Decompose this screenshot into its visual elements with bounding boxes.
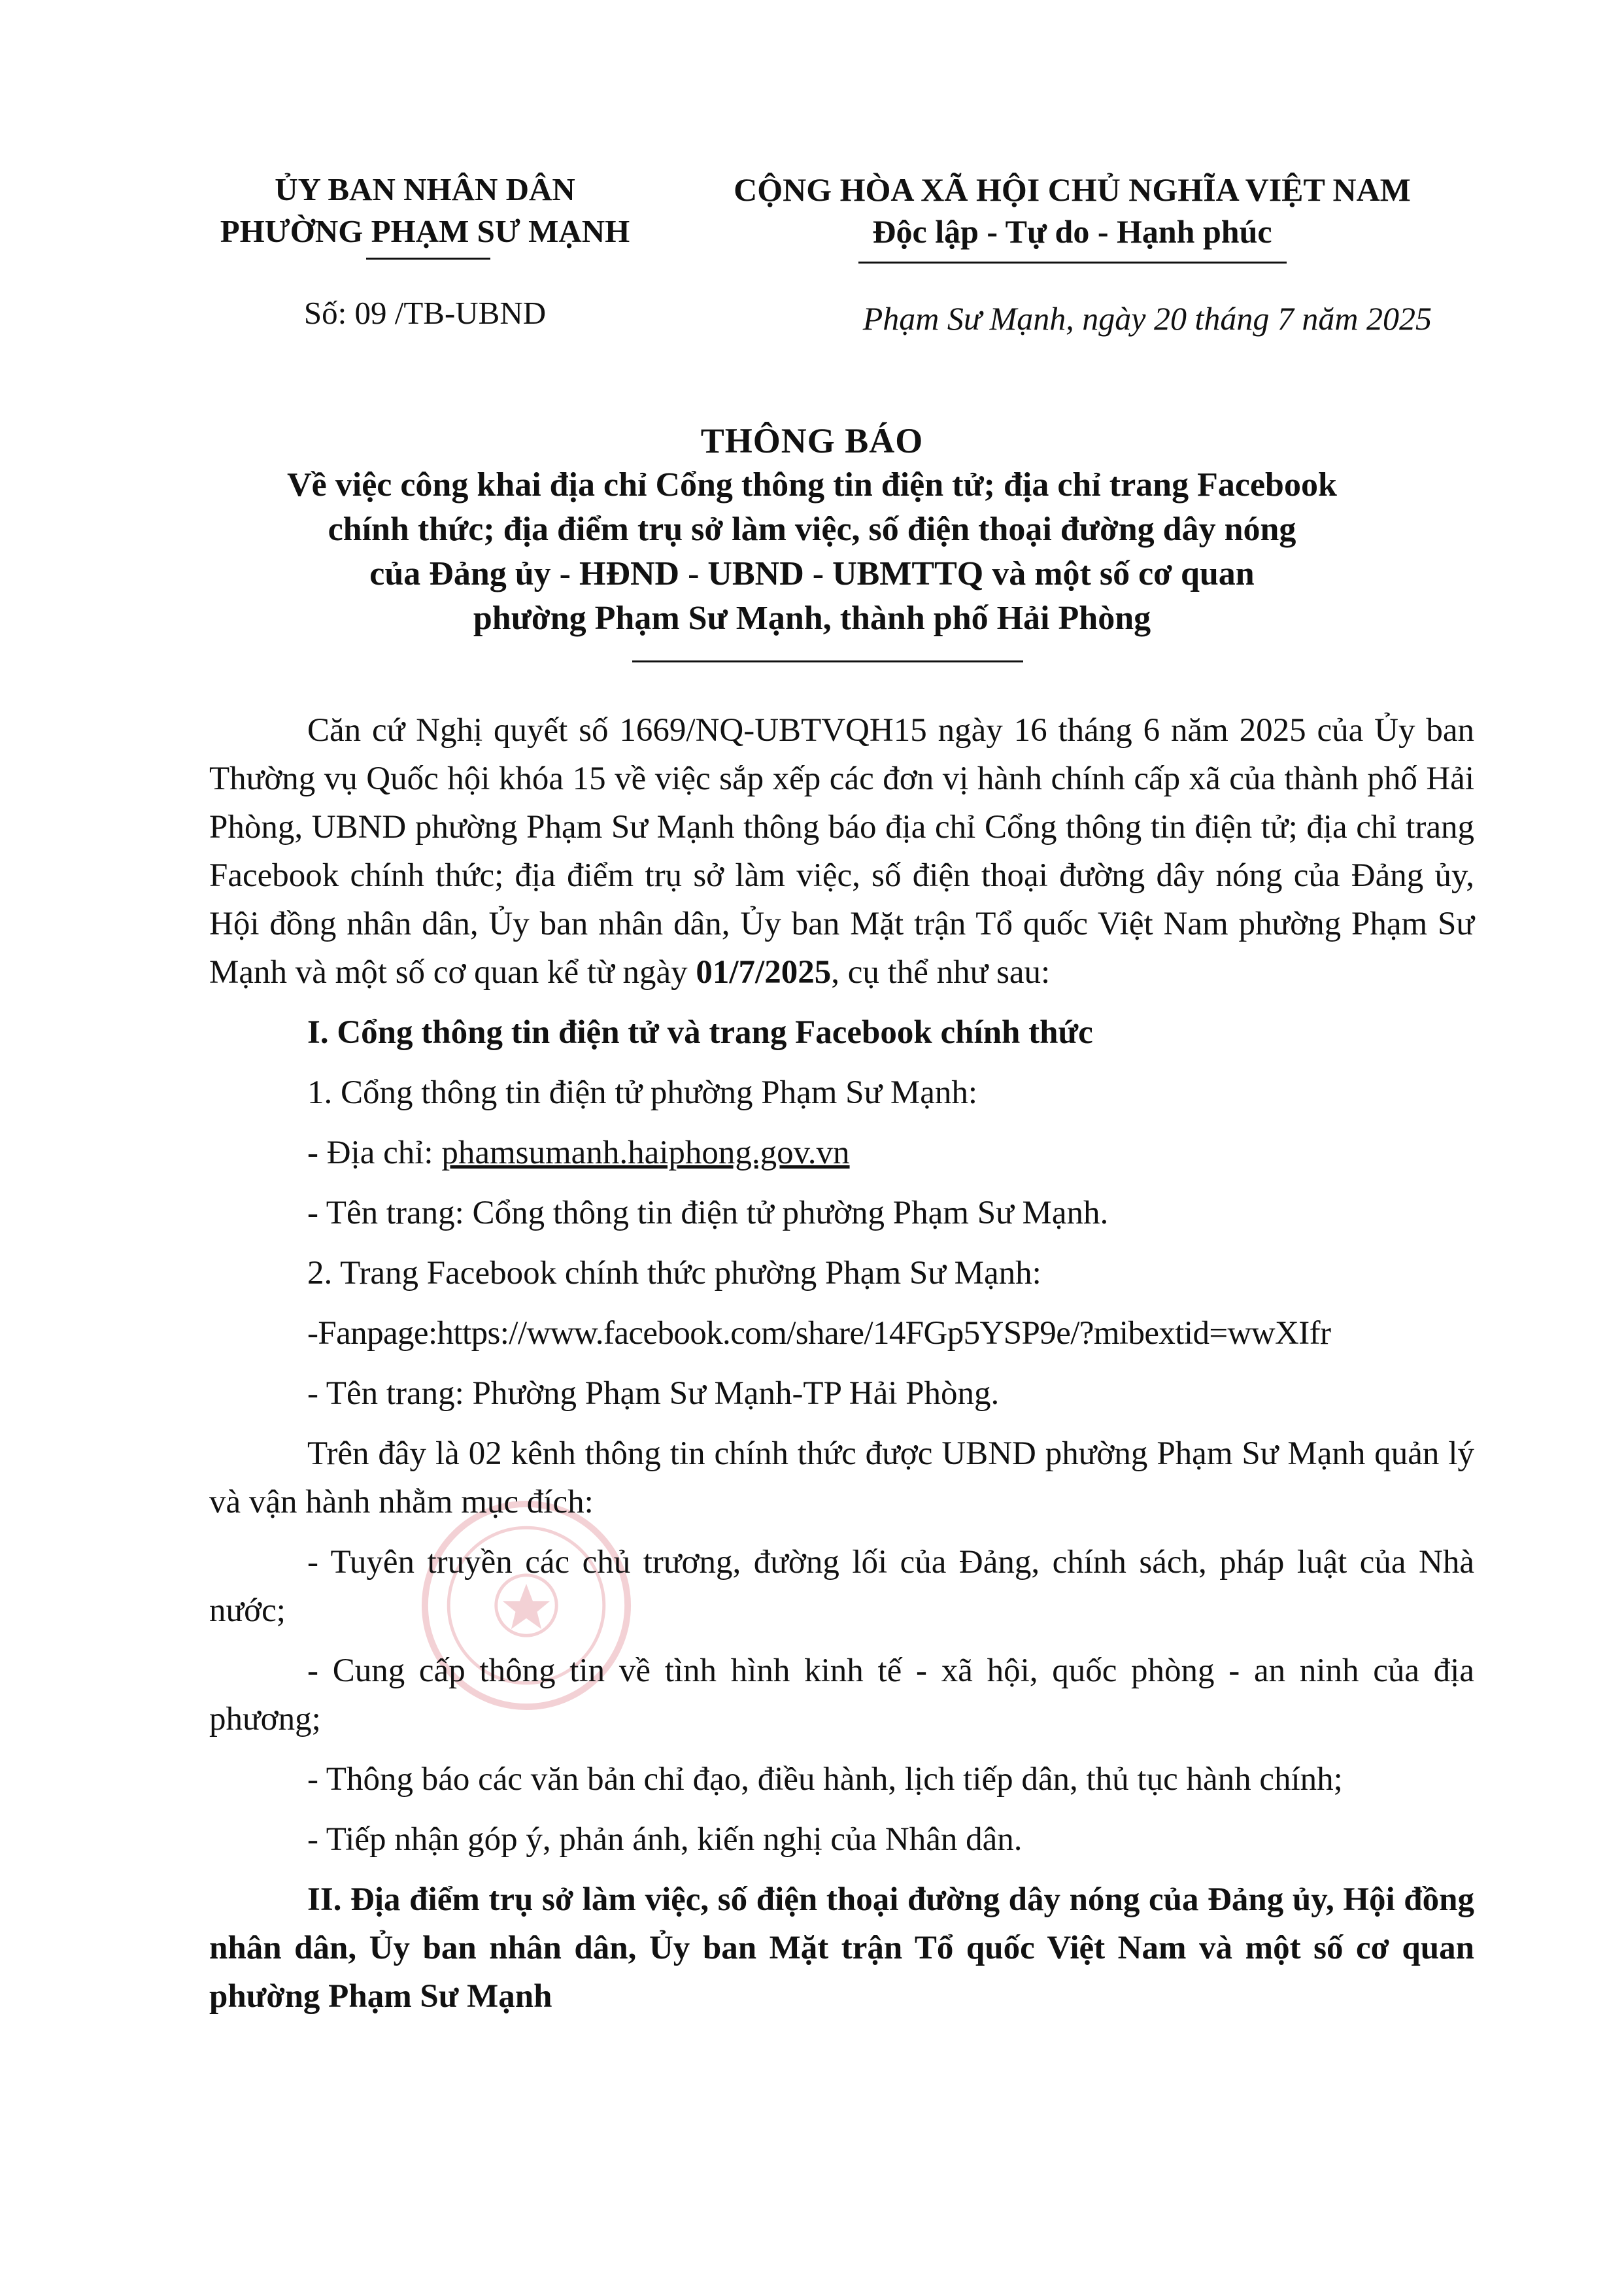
agency-line-1: ỦY BAN NHÂN DÂN bbox=[275, 171, 575, 207]
document-title bbox=[177, 419, 1447, 641]
motto-underline bbox=[858, 262, 1287, 264]
place-and-date: Phạm Sư Mạnh, ngày 20 tháng 7 năm 2025 bbox=[862, 300, 1432, 337]
intro-end: , cụ thể như sau: bbox=[831, 954, 1051, 991]
document-body bbox=[209, 706, 1474, 2021]
issuing-agency bbox=[177, 169, 673, 252]
purpose-item-2: - Cung cấp thông tin về tình hình kinh tế - xã hội, quốc phòng - an ninh của địa phương; bbox=[209, 1652, 1474, 1737]
item-1-address bbox=[209, 1129, 1474, 1177]
effective-date: 01/7/2025 bbox=[696, 954, 832, 991]
agency-line-2: PHƯỜNG PHẠM SƯ MẠNH bbox=[220, 213, 630, 249]
facebook-fanpage-link[interactable]: -Fanpage:https://www.facebook.com/share/14FGp5YSP9e/?mibextid=wwXIfr bbox=[307, 1315, 1331, 1352]
title-underline bbox=[632, 660, 1023, 662]
section-1-heading: I. Cổng thông tin điện tử và trang Facebook chính thức bbox=[307, 1014, 1093, 1051]
title-sub-1: Về việc công khai địa chỉ Cổng thông tin điện tử; địa chỉ trang Facebook bbox=[287, 466, 1337, 504]
item-1-page-name: - Tên trang: Cổng thông tin điện tử phường Phạm Sư Mạnh. bbox=[307, 1195, 1109, 1231]
nation-line-1: CỘNG HÒA XÃ HỘI CHỦ NGHĨA VIỆT NAM bbox=[734, 171, 1411, 208]
agency-underline bbox=[366, 258, 490, 260]
item-1-address-label: - Địa chỉ: bbox=[307, 1135, 442, 1171]
nation-line-2: Độc lập - Tự do - Hạnh phúc bbox=[872, 213, 1272, 250]
document-number: Số: 09 /TB-UBND bbox=[303, 295, 547, 331]
item-2-page-name: - Tên trang: Phường Phạm Sư Mạnh-TP Hải Phòng. bbox=[307, 1375, 1000, 1412]
title-sub-4: phường Phạm Sư Mạnh, thành phố Hải Phòng bbox=[473, 600, 1151, 637]
purpose-item-3: - Thông báo các văn bản chỉ đạo, điều hành, lịch tiếp dân, thủ tục hành chính; bbox=[307, 1761, 1343, 1798]
title-sub-2: chính thức; địa điểm trụ sở làm việc, số điện thoại đường dây nóng bbox=[328, 511, 1296, 548]
portal-url-link[interactable]: phamsumanh.haiphong.gov.vn bbox=[441, 1135, 850, 1171]
national-motto bbox=[686, 169, 1458, 252]
intro-paragraph bbox=[209, 706, 1474, 997]
purpose-intro: Trên đây là 02 kênh thông tin chính thức được UBND phường Phạm Sư Mạnh quản lý và vận hành nhằm mục đích: bbox=[209, 1435, 1474, 1520]
item-1-heading: 1. Cổng thông tin điện tử phường Phạm Sư Mạnh: bbox=[307, 1074, 978, 1111]
purpose-item-4: - Tiếp nhận góp ý, phản ánh, kiến nghị của Nhân dân. bbox=[307, 1821, 1023, 1858]
purpose-item-1: - Tuyên truyền các chủ trương, đường lối của Đảng, chính sách, pháp luật của Nhà nước; bbox=[209, 1544, 1474, 1629]
intro-text: Căn cứ Nghị quyết số 1669/NQ-UBTVQH15 ngày 16 tháng 6 năm 2025 của Ủy ban Thường vụ Quốc hội khóa 15 về việc sắp xếp các đơn vị hành chính cấp xã của thành phố Hải Phòng, UBND phường Phạm Sư Mạnh thông báo địa chỉ Cổng thông tin điện tử; địa chỉ trang Facebook chính thức; địa điểm trụ sở làm việc, số điện thoại đường dây nóng của Đảng ủy, Hội đồng nhân dân, Ủy ban nhân dân, Ủy ban Mặt trận Tổ quốc Việt Nam phường Phạm Sư Mạnh và một số cơ quan kể từ ngày bbox=[209, 712, 1474, 991]
section-2-heading: II. Địa điểm trụ sở làm việc, số điện thoại đường dây nóng của Đảng ủy, Hội đồng nhân dân, Ủy ban nhân dân, Ủy ban Mặt trận Tổ quốc Việt Nam và một số cơ quan phường Phạm Sư Mạnh bbox=[209, 1881, 1474, 2015]
title-sub-3: của Đảng ủy - HĐND - UBND - UBMTTQ và một số cơ quan bbox=[369, 555, 1255, 592]
item-2-heading: 2. Trang Facebook chính thức phường Phạm Sư Mạnh: bbox=[307, 1255, 1041, 1291]
title-main: THÔNG BÁO bbox=[700, 421, 924, 460]
